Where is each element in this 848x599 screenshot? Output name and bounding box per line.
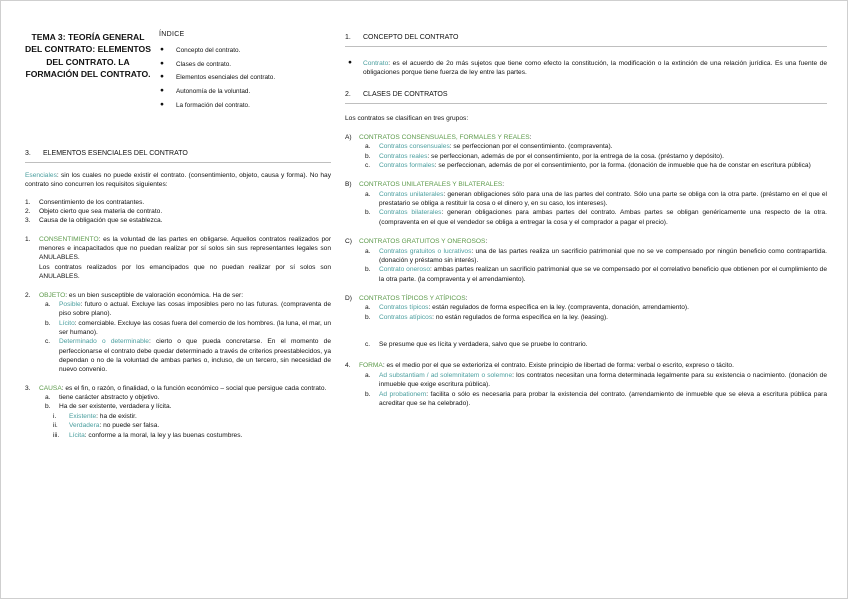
object-item: 2. OBJETO: es un bien susceptible de valoración económica. Ha de ser: [25, 291, 244, 299]
cause-item: 3. CAUSA: es el fin, o razón, o finalidad, o la función económico – social que persigue cada contrato. [25, 384, 327, 392]
cause-subsubitem: ii. Verdadera: no puede ser falsa. [53, 422, 160, 430]
cause-subsubitem: iii. Lícita: conforme a la moral, la ley y las buenas costumbres. [53, 431, 243, 439]
group-item: a. Contratos unilaterales: generan obligaciones sólo para una de las partes del contrato. Sólo una parte se obliga con la otra parte. (préstamo en el que el prestatario se obliga a restituir la cosa o el dinero y, en su caso, los intereses). [365, 190, 827, 208]
group-heading: A) CONTRATOS CONSENSUALES, FORMALES Y REALES: [345, 133, 532, 141]
paragraph-text: : sin los cuales no puede existir el contrato. (consentimiento, objeto, causa y forma). No hay contrato sino concurren los requisitos siguientes: [25, 171, 331, 189]
list-item: 1. Consentimiento de los contratantes. [25, 198, 145, 206]
group-item: a. Contratos típicos: están regulados de forma específica en la ley. (compraventa, donación, arrendamiento). [365, 304, 689, 312]
essentials-paragraph [25, 171, 331, 190]
list-item: 3. Causa de la obligación que se establezca. [25, 217, 163, 225]
contract-definition: ● Contrato: es el acuerdo de 2o más sujetos que tiene como efecto la constitución, la modificación o la extinción de una relación jurídica. Es una fuente de obligaciones porque tiene fuerza de ley entre las partes. [348, 58, 827, 77]
section-title: ELEMENTOS ESENCIALES DEL CONTRATO [43, 150, 188, 157]
cause-subitem: b. Ha de ser existente, verdadera y lícita. [45, 403, 172, 411]
right-column [345, 33, 827, 408]
requirements-list [25, 198, 331, 226]
section-heading [25, 149, 331, 163]
index-item: ● Concepto del contrato. [159, 46, 339, 55]
group-item: a. Contratos consensuales: se perfeccionan por el consentimiento. (compraventa). [365, 143, 613, 151]
group-item: a. Contratos gratuitos o lucrativos: una de las partes realiza un sacrificio patrimonial que no se ve compensado por ningún beneficio como contrapartida. (donación y préstamo sin interés). [365, 247, 827, 264]
term: CONSENTIMIENTO [39, 235, 99, 243]
section-heading: 2. CLASES DE CONTRATOS [345, 90, 827, 104]
group-item: b. Contratos bilaterales: generan obligaciones para ambas partes del contrato. Ambas partes se obligan genéricamente una respecto de la otra. (compraventa en el que el vendedor se obliga a entregar la cosa y el comprador a pagar el precio). [365, 209, 827, 226]
form-subitem: b. Ad probationem: facilita o sólo es necesaria para probar la existencia del contrato. (arrendamiento de inmueble que se eleva a escritura pública para acreditar que se ha celebrado). [365, 390, 827, 407]
index-item: ● La formación del contrato. [159, 101, 339, 110]
cause-subsubitem: i. Existente: ha de existir. [53, 412, 137, 420]
presumption-item: c. Se presume que es lícita y verdadera, salvo que se pruebe lo contrario. [365, 341, 588, 349]
term: Contrato [363, 59, 389, 67]
object-subitem: c. Determinado o determinable: cierto o que pueda concretarse. En el momento de perfeccionarse el contrato debe quedar determinado a través de criterios preestablecidos, ya dependan o no de la voluntad de ambas partes o, incluso, de un tercero, sin necesidad de nuevo convenio. [45, 338, 331, 374]
group-heading: D) CONTRATOS TÍPICOS Y ATÍPICOS: [345, 294, 468, 302]
index-list [159, 46, 339, 110]
index-item: ● Clases de contrato. [159, 60, 339, 69]
object-subitem: b. Lícito: comerciable. Excluye las cosas fuera del comercio de los hombres. (la luna, el mar, un ser humano). [45, 319, 331, 336]
consent-item: 1. CONSENTIMIENTO: es la voluntad de las partes en obligarse. Aquellos contratos realizados por menores e incapacitados que no puedan realizar por sí solos sin sus representantes legales son ANULABLES. Los contratos realizados por los emancipados que no puedan realizar por sí solos son ANULABLES. [25, 235, 331, 281]
group-heading: C) CONTRATOS GRATUITOS Y ONEROSOS: [345, 238, 488, 246]
index-box [159, 30, 339, 114]
index-item: ● Elementos esenciales del contrato. [159, 73, 339, 82]
term: OBJETO [39, 291, 66, 299]
form-subitem: a. Ad substantiam / ad solemnitatem o solemne: los contratos necesitan una forma determinada legalmente para su existencia o nacimiento. (donación de inmueble que exige escritura pública). [365, 371, 827, 389]
form-item: 4. FORMA: es el medio por el que se exterioriza el contrato. Existe principio de libertad de forma: verbal o escrito, expreso o tácito. [345, 362, 734, 370]
list-item: 2. Objeto cierto que sea materia de contrato. [25, 208, 163, 216]
classes-intro: Los contratos se clasifican en tres grupos: [345, 114, 469, 122]
group-item: b. Contrato oneroso: ambas partes realizan un sacrificio patrimonial que se ve compensado por el correlativo beneficio que obtienen por el cumplimiento de la otra parte. (la compraventa y el arrendamiento). [365, 266, 827, 283]
cause-subitem: a. tiene carácter abstracto y objetivo. [45, 394, 160, 402]
term: Esenciales [25, 171, 57, 179]
document-title: TEMA 3: TEORÍA GENERAL DEL CONTRATO: ELEMENTOS DEL CONTRATO. LA FORMACIÓN DEL CONTRATO. [25, 32, 151, 80]
group-item: b. Contratos atípicos: no están regulados de forma específica en la ley. (leasing). [365, 313, 608, 321]
object-subitem: a. Posible: futuro o actual. Excluye las cosas imposibles pero no las futuras. (compraventa de piso sobre plano). [45, 300, 331, 318]
section-3 [25, 149, 331, 440]
term: CAUSA [39, 384, 62, 392]
group-item: c. Contratos formales: se perfeccionan, además de por el consentimiento, por la forma. (donación de inmueble que ha de constar en escritura pública) [365, 162, 811, 170]
section-title: CONCEPTO DEL CONTRATO [363, 34, 459, 41]
index-item: ● Autonomía de la voluntad. [159, 87, 339, 96]
section-title: CLASES DE CONTRATOS [363, 90, 448, 98]
index-heading: ÍNDICE [159, 31, 185, 38]
section-heading: 1. CONCEPTO DEL CONTRATO [345, 33, 827, 47]
term: FORMA [359, 362, 383, 370]
group-heading: B) CONTRATOS UNILATERALES Y BILATERALES: [345, 181, 505, 189]
group-item: b. Contratos reales: se perfeccionan, además de por el consentimiento, por la entrega de la cosa. (préstamo y depósito). [365, 152, 724, 160]
section-number: 3. [25, 150, 31, 157]
